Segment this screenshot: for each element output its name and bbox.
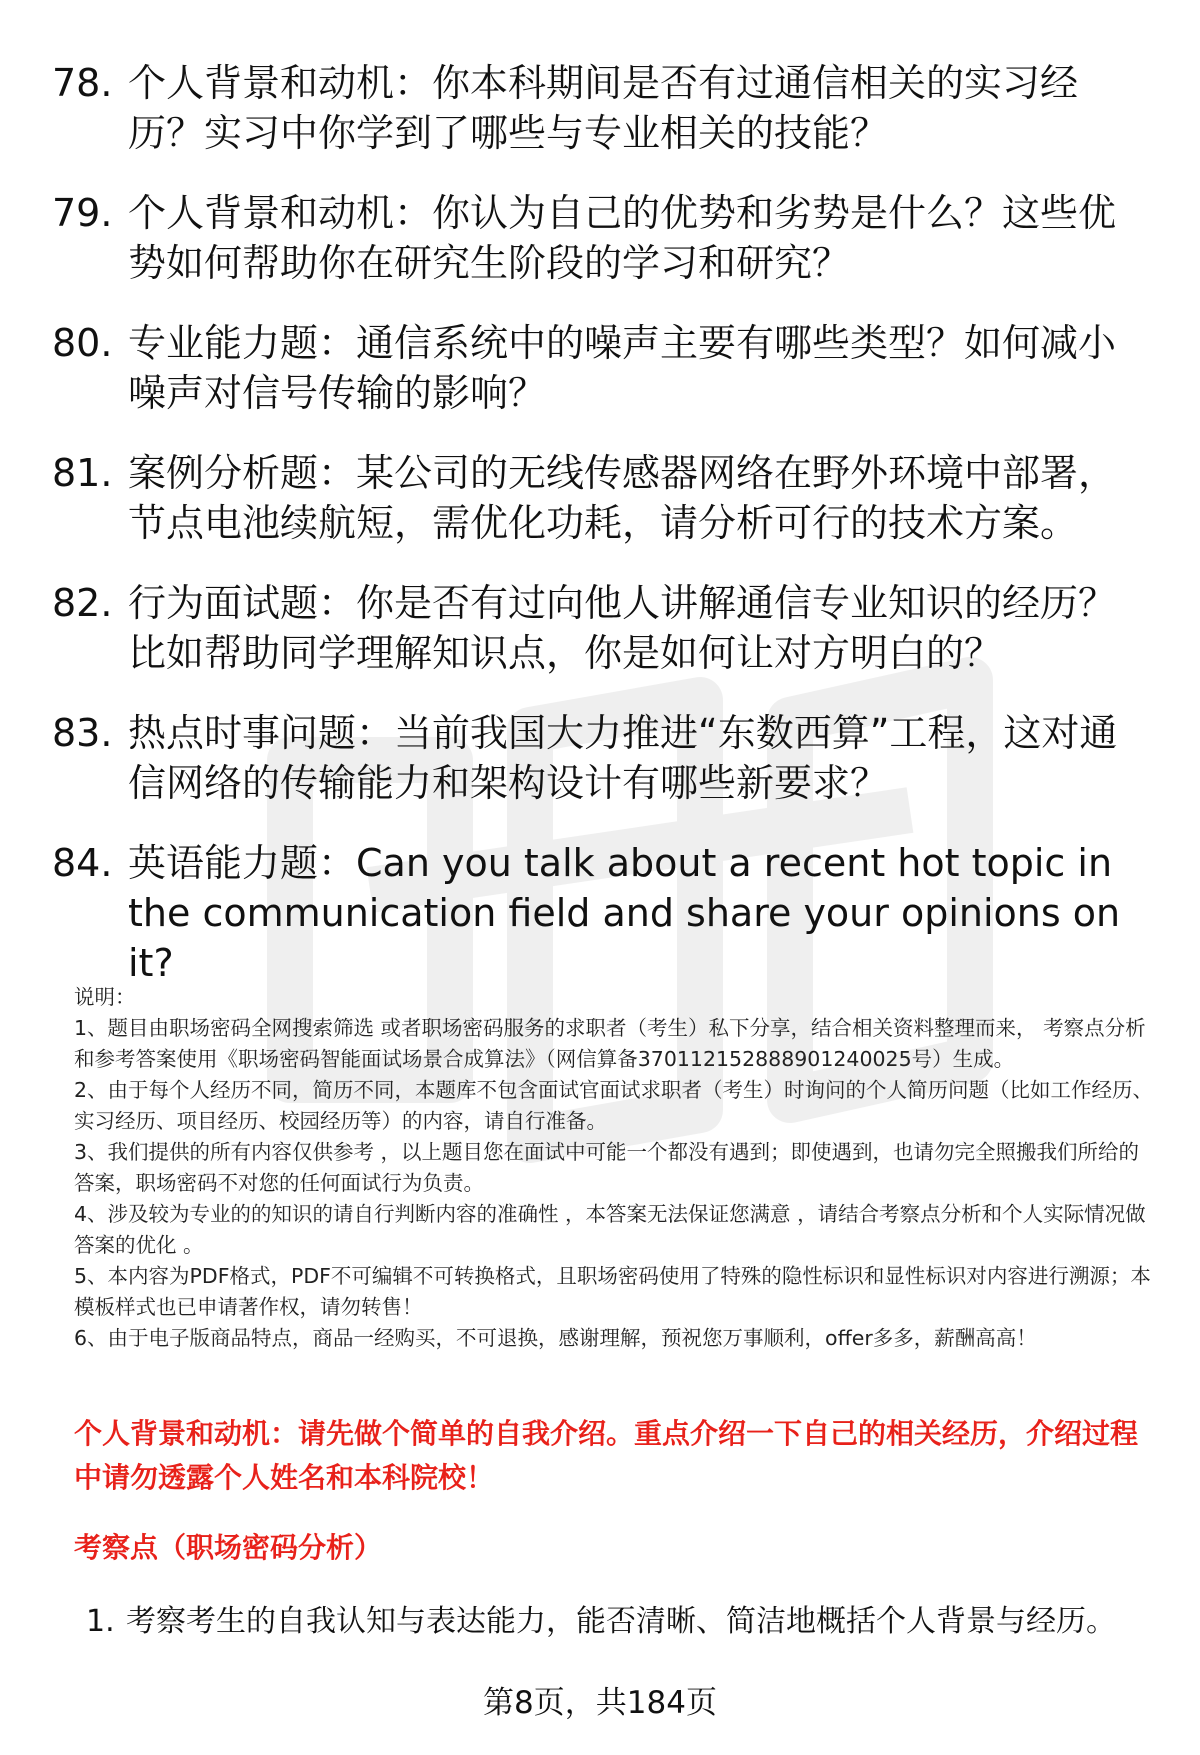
question-item — [52, 318, 1152, 418]
analysis-point-number: 1. — [86, 1604, 115, 1639]
analysis-heading: 考察点（职场密码分析） — [74, 1531, 383, 1564]
question-text: 个人背景和动机：你本科期间是否有过通信相关的实习经历？实习中你学到了哪些与专业相关的技能？ — [128, 61, 1079, 155]
disclaimer-notes — [74, 982, 1154, 1354]
note-item: 3、我们提供的所有内容仅供参考 ，以上题目您在面试中可能一个都没有遇到；即使遇到，也请勿完全照搬我们所给的答案，职场密码不对您的任何面试行为负责。 — [74, 1140, 1140, 1195]
question-number: 84. — [52, 841, 113, 885]
question-text: 个人背景和动机：你认为自己的优势和劣势是什么？这些优势如何帮助你在研究生阶段的学习和研究？ — [128, 191, 1117, 285]
question-text: 英语能力题：Can you talk about a recent hot topic in the communication field and share your opinions on it? — [128, 841, 1121, 985]
question-item — [52, 188, 1152, 288]
question-item — [52, 448, 1152, 548]
question-text: 案例分析题：某公司的无线传感器网络在野外环境中部署，节点电池续航短，需优化功耗，请分析可行的技术方案。 — [128, 451, 1117, 545]
analysis-point-text: 考察考生的自我认知与表达能力，能否清晰、简洁地概括个人背景与经历。 — [126, 1604, 1116, 1639]
question-number: 83. — [52, 711, 113, 755]
question-item — [52, 58, 1152, 158]
analysis-point — [86, 1600, 1146, 1644]
note-item: 4、涉及较为专业的的知识的请自行判断内容的准确性 ，本答案无法保证您满意 ，请结合考察点分析和个人实际情况做答案的优化 。 — [74, 1202, 1146, 1257]
question-number: 82. — [52, 581, 113, 625]
page-footer: 第8页，共184页 — [483, 1685, 717, 1721]
question-text: 热点时事问题：当前我国大力推进“东数西算”工程，这对通信网络的传输能力和架构设计有哪些新要求？ — [128, 711, 1118, 805]
question-item — [52, 578, 1152, 678]
note-item: 5、本内容为PDF格式，PDF不可编辑不可转换格式，且职场密码使用了特殊的隐性标识和显性标识对内容进行溯源；本模板样式也已申请著作权，请勿转售！ — [74, 1264, 1151, 1319]
question-number: 79. — [52, 191, 113, 235]
question-list — [52, 58, 1152, 1018]
question-number: 81. — [52, 451, 113, 495]
question-number: 80. — [52, 321, 113, 365]
featured-question: 个人背景和动机：请先做个简单的自我介绍。重点介绍一下自己的相关经历，介绍过程中请勿透露个人姓名和本科院校！ — [74, 1417, 1139, 1494]
note-item: 1、题目由职场密码全网搜索筛选 或者职场密码服务的求职者（考生）私下分享，结合相关资料整理而来， 考察点分析和参考答案使用《职场密码智能面试场景合成算法》（网信算备370112152888901240025号）生成。 — [74, 1016, 1146, 1071]
question-text: 行为面试题：你是否有过向他人讲解通信专业知识的经历？比如帮助同学理解知识点，你是如何让对方明白的？ — [128, 581, 1117, 675]
question-text: 专业能力题：通信系统中的噪声主要有哪些类型？如何减小噪声对信号传输的影响？ — [128, 321, 1117, 415]
question-item — [52, 708, 1152, 808]
note-item: 6、由于电子版商品特点，商品一经购买，不可退换，感谢理解，预祝您万事顺利，offer多多，薪酬高高！ — [74, 1326, 1037, 1350]
question-item — [52, 838, 1152, 988]
note-item: 2、由于每个人经历不同，简历不同，本题库不包含面试官面试求职者（考生）时询问的个人简历问题（比如工作经历、实习经历、项目经历、校园经历等）的内容，请自行准备。 — [74, 1078, 1154, 1133]
notes-title: 说明： — [74, 985, 136, 1009]
question-number: 78. — [52, 61, 113, 105]
